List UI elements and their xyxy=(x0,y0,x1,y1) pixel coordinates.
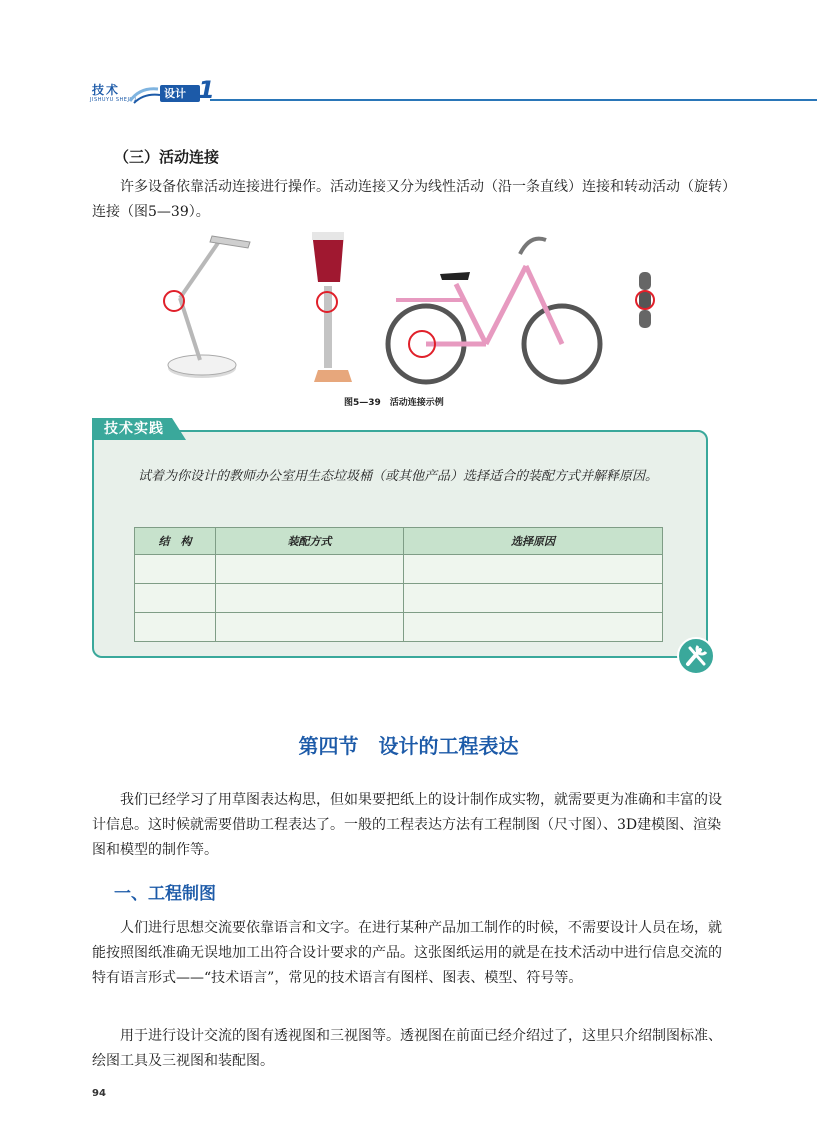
table-cell xyxy=(135,555,216,584)
table-cell xyxy=(404,584,663,613)
practice-text: 试着为你设计的教师办公室用生态垃圾桶（或其他产品）选择适合的装配方式并解释原因。 xyxy=(138,469,659,484)
table-header-cell: 结 构 xyxy=(135,528,216,555)
subsection-heading: （三）活动连接 xyxy=(114,148,220,166)
bicycle-illustration xyxy=(376,226,606,390)
table-row xyxy=(135,584,663,613)
table-cell xyxy=(135,584,216,613)
header-rule xyxy=(210,99,817,101)
table-cell xyxy=(216,584,404,613)
logo-number: 1 xyxy=(198,76,215,104)
page-number: 94 xyxy=(92,1088,106,1099)
table-row xyxy=(135,555,663,584)
logo-jishu: 技术 xyxy=(92,83,121,97)
subsection-heading: 一、工程制图 xyxy=(114,884,216,904)
table-cell xyxy=(216,613,404,642)
table-cell xyxy=(135,613,216,642)
logo-sheji: 设计 xyxy=(160,85,200,102)
table-cell xyxy=(216,555,404,584)
body-paragraph: 人们进行思想交流要依靠语言和文字。在进行某种产品加工制作的时候，不需要设计人员在场，就能按照图纸准确无误地加工出符合设计要求的产品。这张图纸运用的就是在技术活动中进行信息交流的特有语言形式——“技术语言”，常见的技术语言有图样、图表、模型、符号等。 xyxy=(92,920,722,986)
table-header-row xyxy=(135,528,663,555)
practice-label: 技术实践 xyxy=(104,421,164,437)
figure-caption: 图5—39 活动连接示例 xyxy=(344,398,444,408)
table-header-cell: 装配方式 xyxy=(216,528,404,555)
desk-lamp-illustration xyxy=(150,228,260,388)
logo-pinyin: JISHUYU SHEJI 1 xyxy=(90,97,138,103)
body-paragraph: 用于进行设计交流的图有透视图和三视图等。透视图在前面已经介绍过了，这里只介绍制图标准、绘图工具及三视图和装配图。 xyxy=(92,1028,722,1069)
tools-icon xyxy=(676,636,716,676)
section-title: 第四节 设计的工程表达 xyxy=(298,734,519,758)
body-paragraph: 许多设备依靠活动连接进行操作。活动连接又分为线性活动（沿一条直线）连接和转动活动（旋转）连接（图5—39）。 xyxy=(92,179,729,220)
practice-table xyxy=(134,527,663,642)
chain-illustration xyxy=(630,270,660,330)
logo-swoosh-icon xyxy=(128,83,162,105)
prosthetic-leg-illustration xyxy=(300,228,360,388)
table-cell xyxy=(404,613,663,642)
table-header-cell: 选择原因 xyxy=(404,528,663,555)
table-row xyxy=(135,613,663,642)
body-paragraph: 我们已经学习了用草图表达构思，但如果要把纸上的设计制作成实物，就需要更为准确和丰富的设计信息。这时候就需要借助工程表达了。一般的工程表达方法有工程制图（尺寸图）、3D建模图、渲染图和模型的制作等。 xyxy=(92,792,722,858)
table-cell xyxy=(404,555,663,584)
